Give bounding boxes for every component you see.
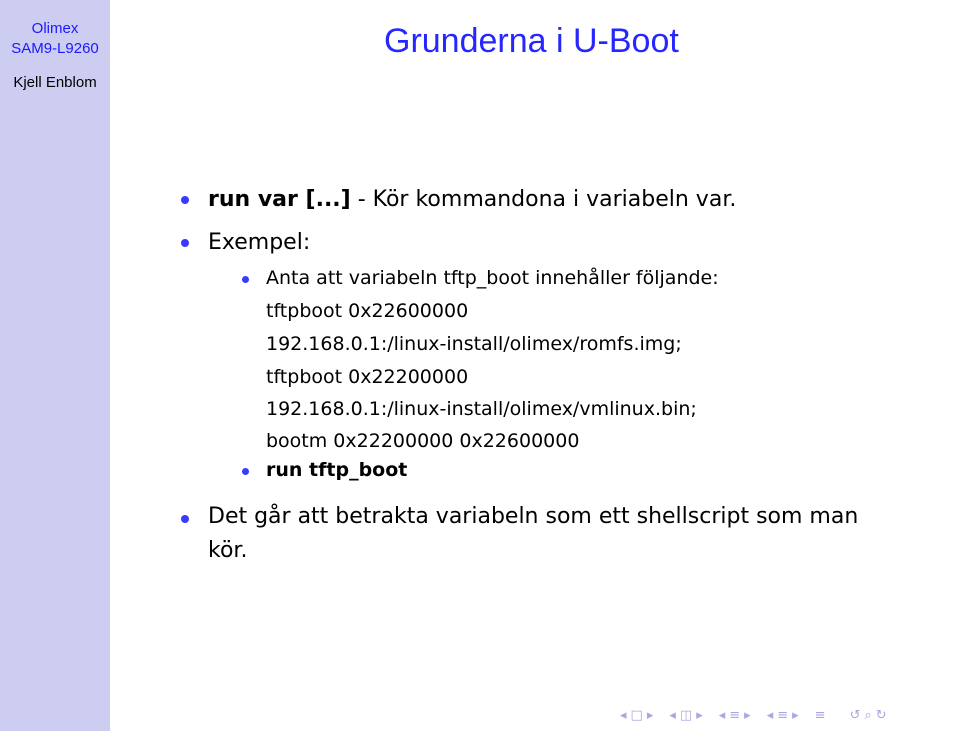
nav-undo-icon[interactable]: ↺ xyxy=(849,707,861,723)
nav-next-subsection-icon[interactable]: ▸ xyxy=(696,707,703,723)
nav-next-section-icon[interactable]: ▸ xyxy=(744,707,751,723)
page-title: Grunderna i U-Boot xyxy=(384,22,679,60)
nav-section-icon[interactable]: ≡ xyxy=(777,707,789,723)
sub-bullet-dot xyxy=(242,276,249,283)
sub-bullet-1-line-6: bootm 0x22200000 0x22600000 xyxy=(266,430,580,452)
nav-prev-frame-icon[interactable]: ◂ xyxy=(620,707,627,723)
bullet-dot xyxy=(181,196,189,204)
bullet-1-bold: run var [...] xyxy=(208,187,351,212)
nav-next-frame-icon[interactable]: ▸ xyxy=(646,707,654,723)
nav-prev-section-icon[interactable]: ◂ xyxy=(766,707,774,723)
sub-bullet-1-line-2: tftpboot 0x22600000 xyxy=(266,300,469,322)
nav-align-icon[interactable]: ≡ xyxy=(814,707,826,723)
sub-bullet-1-line-5: 192.168.0.1:/linux-install/olimex/vmlinux.bin; xyxy=(266,398,697,420)
nav-frame-icon[interactable]: □ xyxy=(630,707,643,723)
nav-section-icon[interactable]: ≡ xyxy=(729,707,741,723)
sub-bullet-1-line-1: Anta att variabeln tftp_boot innehåller följande: xyxy=(266,267,719,289)
bullet-3-line-1: Det går att betrakta variabeln som ett shellscript som man xyxy=(208,504,859,529)
sidebar-line-1[interactable]: Olimex xyxy=(31,20,79,37)
bullet-1-text: - Kör kommandona i variabeln var. xyxy=(350,187,737,212)
navigation-bar xyxy=(620,706,887,724)
bullet-2: Exempel: xyxy=(208,230,311,255)
sub-bullet-1-line-4: tftpboot 0x22200000 xyxy=(266,366,469,388)
bullet-1 xyxy=(208,187,736,213)
bullet-dot xyxy=(181,515,189,523)
sub-bullet-1-line-3: 192.168.0.1:/linux-install/olimex/romfs.img; xyxy=(266,333,682,355)
sub-bullet-2-bold: run tftp_boot xyxy=(266,459,408,481)
nav-next-section-icon[interactable]: ▸ xyxy=(792,707,799,723)
sub-bullet-2 xyxy=(266,459,407,481)
bullet-dot xyxy=(181,239,189,247)
sidebar-author[interactable]: Kjell Enblom xyxy=(13,74,97,91)
nav-prev-section-icon[interactable]: ◂ xyxy=(718,707,726,723)
sidebar xyxy=(0,0,110,731)
bullet-3-line-2: kör. xyxy=(208,538,248,563)
nav-search-icon[interactable]: ↻ xyxy=(875,707,887,723)
sub-bullet-dot xyxy=(242,468,249,475)
nav-prev-subsection-icon[interactable]: ◂ xyxy=(669,707,676,723)
nav-subsection-icon[interactable]: ◫ xyxy=(679,707,693,723)
nav-search-icon[interactable]: ⌕ xyxy=(864,707,872,723)
sidebar-line-2[interactable]: SAM9-L9260 xyxy=(11,40,99,57)
